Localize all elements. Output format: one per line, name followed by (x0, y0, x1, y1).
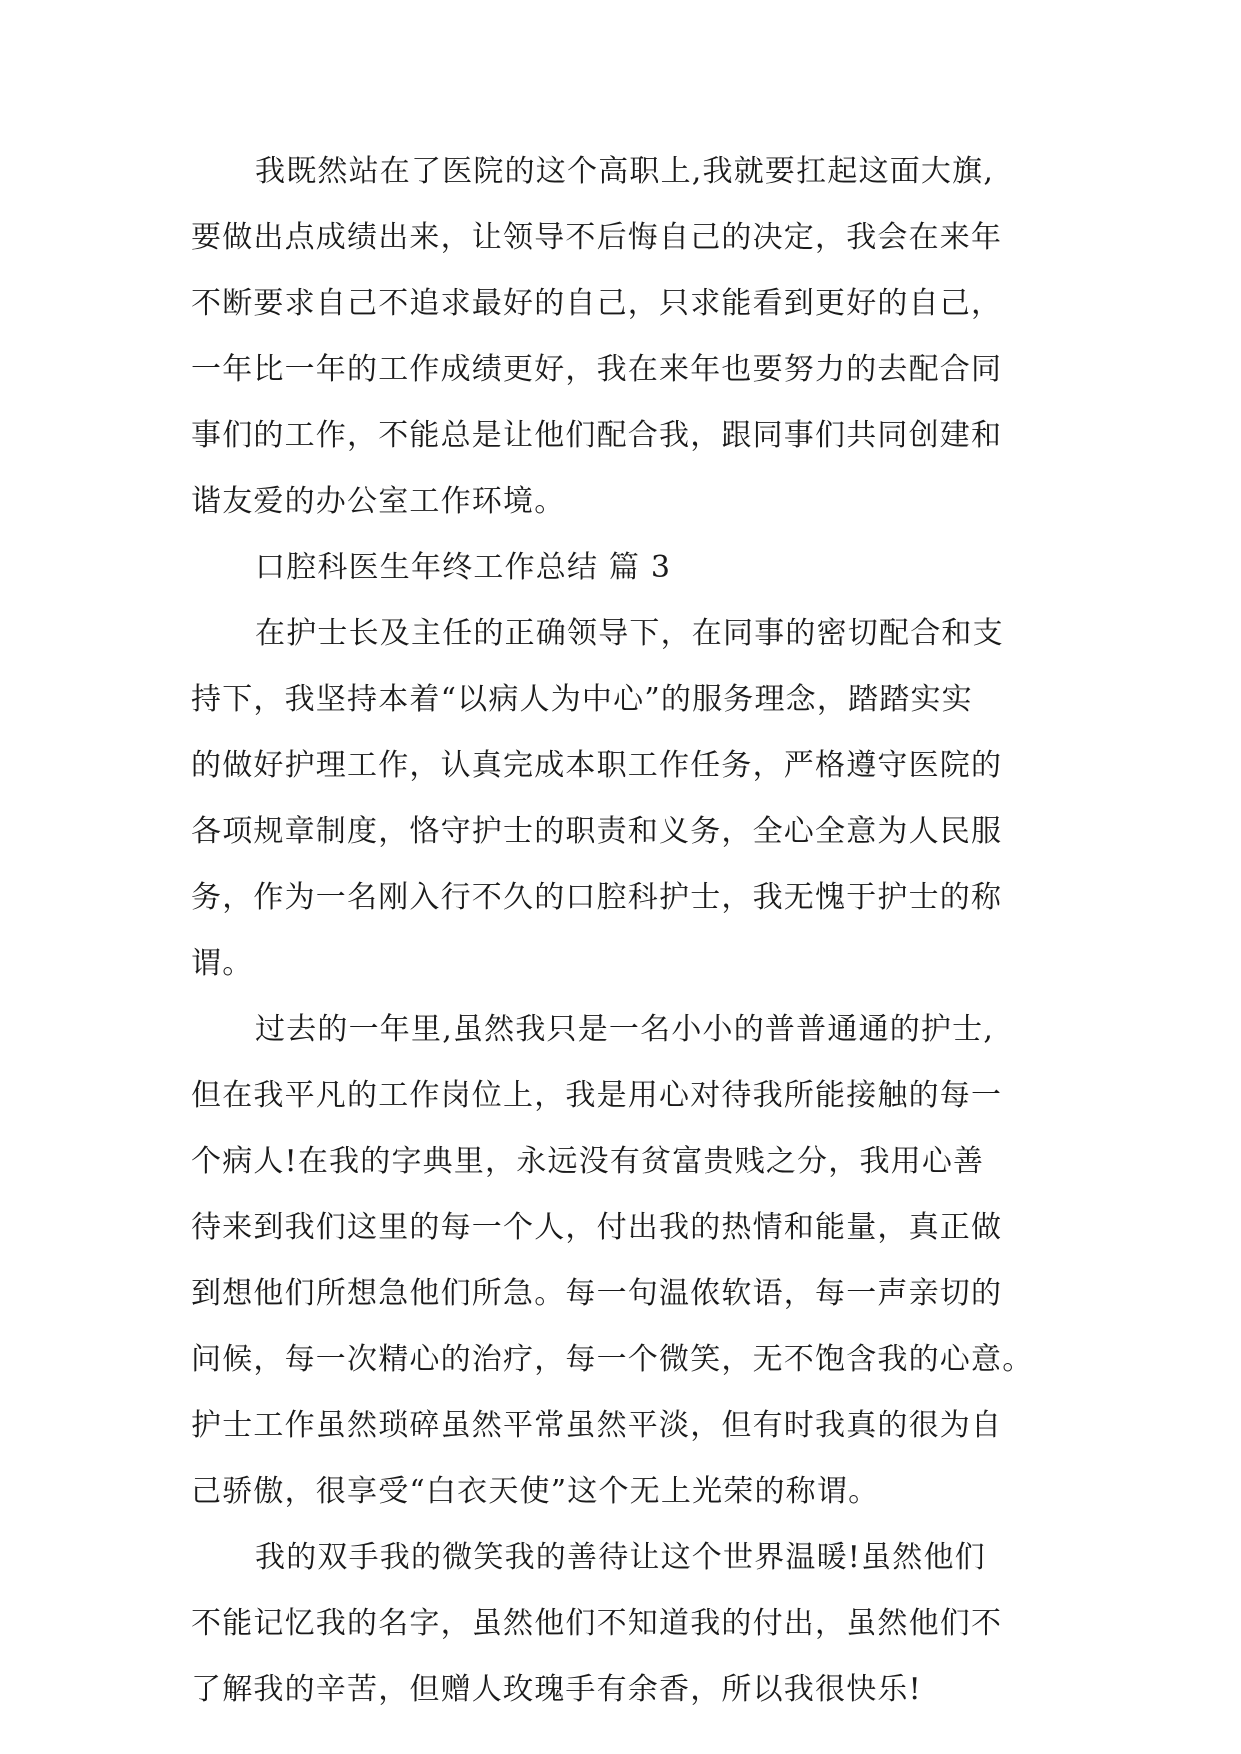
section-heading: 口腔科医生年终工作总结 篇 3 (255, 550, 672, 585)
paragraph-1-line-2: 要做出点成绩出来，让领导不后悔自己的决定，我会在来年 (191, 220, 1003, 255)
paragraph-2-line-1: 在护士长及主任的正确领导下，在同事的密切配合和支 (255, 616, 1004, 651)
paragraph-3-line-2: 但在我平凡的工作岗位上，我是用心对待我所能接触的每一 (191, 1078, 1003, 1113)
paragraph-3-line-7: 护士工作虽然琐碎虽然平常虽然平淡，但有时我真的很为自 (191, 1408, 1003, 1443)
paragraph-2-line-6: 谓。 (191, 946, 254, 981)
paragraph-1-line-6: 谐友爱的办公室工作环境。 (191, 484, 566, 519)
paragraph-3-line-4: 待来到我们这里的每一个人，付出我的热情和能量，真正做 (191, 1210, 1003, 1245)
paragraph-2-line-5: 务，作为一名刚入行不久的口腔科护士，我无愧于护士的称 (191, 880, 1003, 915)
paragraph-1-line-3: 不断要求自己不追求最好的自己，只求能看到更好的自己， (191, 286, 1003, 321)
paragraph-1-line-1: 我既然站在了医院的这个高职上,我就要扛起这面大旗, (255, 154, 995, 189)
paragraph-1-line-4: 一年比一年的工作成绩更好，我在来年也要努力的去配合同 (191, 352, 1003, 387)
paragraph-3-line-3: 个病人!在我的字典里，永远没有贫富贵贱之分，我用心善 (191, 1144, 985, 1179)
paragraph-3-line-1: 过去的一年里,虽然我只是一名小小的普普通通的护士, (255, 1012, 995, 1047)
paragraph-4-line-3: 了解我的辛苦，但赠人玫瑰手有余香，所以我很快乐! (191, 1672, 922, 1707)
paragraph-4-line-2: 不能记忆我的名字，虽然他们不知道我的付出，虽然他们不 (191, 1606, 1003, 1641)
paragraph-2-line-4: 各项规章制度，恪守护士的职责和义务，全心全意为人民服 (191, 814, 1003, 849)
paragraph-2-line-2: 持下，我坚持本着“以病人为中心”的服务理念，踏踏实实 (191, 682, 973, 717)
paragraph-4-line-1: 我的双手我的微笑我的善待让这个世界温暖!虽然他们 (255, 1540, 986, 1575)
paragraph-3-line-5: 到想他们所想急他们所急。每一句温侬软语，每一声亲切的 (191, 1276, 1003, 1311)
paragraph-2-line-3: 的做好护理工作，认真完成本职工作任务，严格遵守医院的 (191, 748, 1003, 783)
paragraph-1-line-5: 事们的工作，不能总是让他们配合我，跟同事们共同创建和 (191, 418, 1003, 453)
paragraph-3-line-8: 己骄傲，很享受“白衣天使”这个无上光荣的称谓。 (191, 1474, 880, 1509)
paragraph-3-line-6: 问候，每一次精心的治疗，每一个微笑，无不饱含我的心意。 (191, 1342, 1034, 1377)
